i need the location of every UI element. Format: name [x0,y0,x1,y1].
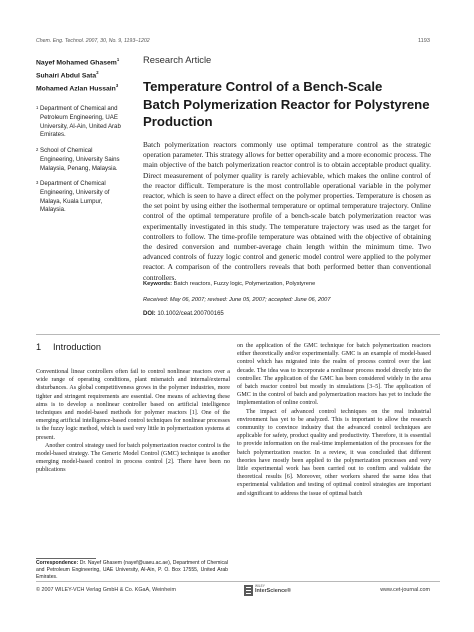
affiliation-3-num: 3 [36,180,39,186]
author-1-sup: 1 [116,57,120,62]
page-number: 1193 [417,38,430,44]
author-3 [36,81,128,94]
wiley-logo-icon [244,585,253,596]
author-1 [36,55,128,68]
author-2 [36,68,128,81]
correspondence-text: Dr. Nayef Ghasem (nayef@uaeu.ac.ae), Department of Chemical and Petroleum Engineering, UAE University, Al-Ain, P. O. Box 17555, United Arab Emirates. [36,560,228,580]
logo-line-1: WILEY [255,584,265,589]
affiliation-3 [36,180,128,215]
author-1-name: Nayef Mohamed Ghasem [36,59,117,67]
footnote-divider [36,558,96,559]
article-category: Research Article [143,54,212,65]
affiliation-1-num: 1 [36,105,39,111]
abstract: Batch polymerization reactors commonly use optimal temperature control as the strategic operation parameter. This strategy allows for better operability and a more economic process. The main objective of the batch polymerization reactor control is to obtain acceptable product quality. Direct measurement of polymer quality is rarely achievable, which makes the online control of the reactor difficult. Temperature is the most controllable operational variable in the polymer reactor, which is seen to have a direct effect on the polymer properties. Temperature is chosen as the set point by using either the isothermal temperature or optimal temperature trajectory. Online control of the optimal temperature profile of a bench-scale batch polymerization reactor was experimentally investigated in this study. The temperature trajectory was used as the target for controllers to follow. The time-profile temperature was obtained with the objective of obtaining the desired conversion and number-average chain length within the minimum time. Two advanced controls of fuzzy logic control and generic model control were applied to the polymer reactor. A comparison of the controllers reveals that both performed better than conventional controllers. [143,140,431,282]
publisher-logo [244,583,291,597]
body-paragraph: on the application of the GMC technique for batch polymerization reactors either theoretically and/or experimentally. GMC is an example of model-based control which has migrated into the realm of process control over the last decade. The idea was to incorporate a nonlinear process model directly into the controller. The application of the GMC has been considered widely in the area of batch reactor control but mostly in simulations [3–5]. The application of GMC in the control of batch and polymerization reactors has yet to include the implementation of online control. [237,343,431,407]
author-3-name: Mohamed Azlan Hussain [36,84,116,92]
running-head: Chem. Eng. Technol. 2007, 30, No. 9, 1193–1202 [36,38,150,44]
affiliation-2-text: School of Chemical Engineering, University Sains Malaysia, Penang, Malaysia. [40,147,120,172]
correspondence-note [36,560,228,580]
body-column-left [36,368,230,475]
doi-label: DOI: [143,311,156,317]
section-heading [36,342,101,352]
received-dates: Received: May 06, 2007; revised: June 05, 2007; accepted: June 06, 2007 [143,297,331,303]
affiliation-2-num: 2 [36,147,39,153]
doi-link[interactable]: 10.1002/ceat.200700165 [157,311,224,317]
author-2-sup: 2 [96,69,99,75]
body-paragraph: The impact of advanced control techniques on the real industrial environment has yet to be analyzed. This is important to allow the research community to convince industry that the advanced control techniques are applicable for safety, product quality and productivity. Therefore, it is essential to provide information on the real-time implementation of the processes for the batch polymerization reactor. In a review, it was concluded that different theories have mostly been applied to the polymerization processes and very little experimental work has been carried out to confirm and validate the theoretical results [6]. Moreover, other workers shared the same idea that experimental validation and testing of optimal control strategies are important and significant to address the issue of optimal batch [237,408,431,497]
correspondence-label: Correspondence: [36,560,79,566]
body-column-right [237,342,431,498]
article-title: Temperature Control of a Bench-Scale Batch Polymerization Reactor for Polystyrene Production [143,79,430,129]
body-paragraph: Conventional linear controllers often fail to control nonlinear reactors over a wide range of operating conditions, plant mismatch and internal/external disturbances. As global competitiveness grows in the polymer industries, more tighter and stringent requirements are essential. One means of achieving these aims is to develop a nonlinear controller based on artificial intelligence techniques and model-based methods for polymer reactors [1]. One of the emerging artificial intelligence-based control techniques for nonlinear processes is the fuzzy logic method, which is used very little in polymerization systems at present. [36,369,230,441]
journal-url[interactable]: www.cet-journal.com [380,587,430,593]
section-title: Introduction [53,342,102,352]
body-paragraph: Another control strategy used for batch polymerization reactor control is the model-based strategy. The Generic Model Control (GMC) technique is another emerging model-based control in process control [2]. There have been no publications [36,442,230,474]
author-2-name: Suhairi Abdul Sata [36,72,97,80]
logo-line-2: InterScience® [255,588,292,594]
copyright: © 2007 WILEY-VCH Verlag GmbH & Co. KGaA, Weinheim [36,587,176,593]
affiliation-3-text: Department of Chemical Engineering, University of Malaya, Kuala Lumpur, Malaysia. [40,180,110,214]
section-number: 1 [36,342,42,352]
section-divider [36,334,440,335]
affiliation-2 [36,147,128,173]
affiliation-1-text: Department of Chemical and Petroleum Engineering, UAE University, Al-Ain, United Arab Emirates. [40,105,121,139]
author-3-sup: 3 [115,82,119,88]
footer-divider [36,581,440,582]
doi [143,311,224,317]
keywords [143,281,433,287]
keywords-text: Batch reactors, Fuzzy logic, Polymerization, Polystyrene [173,281,316,287]
keywords-label: Keywords: [143,281,173,287]
author-block [36,55,128,215]
affiliation-1 [36,105,128,140]
